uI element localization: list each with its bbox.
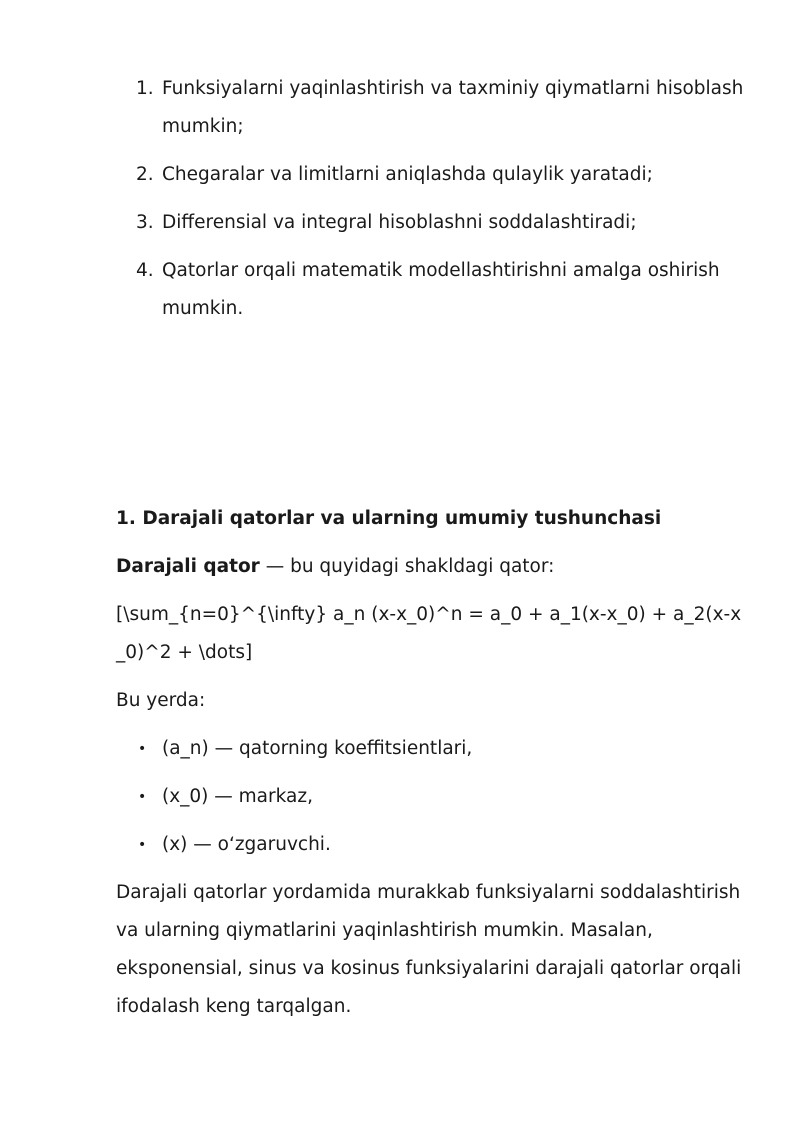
list-number: 4.	[136, 260, 154, 281]
bullet-item	[116, 778, 746, 816]
list-item	[116, 252, 746, 328]
bullet-icon: •	[138, 741, 147, 757]
list-item-text: Funksiyalarni yaqinlashtirish va taxminiy qiymatlarni hisoblash mumkin;	[162, 78, 744, 137]
bullet-icon: •	[138, 837, 147, 853]
list-number: 1.	[136, 78, 154, 99]
bullet-text: (a_n) — qatorning koeffitsientlari,	[162, 738, 473, 759]
formula-text: [\sum_{n=0}^{\infty} a_n (x-x_0)^n = a_0 + a_1(x-x_0) + a_2(x-x_0)^2 + \dots]	[116, 604, 742, 663]
list-item	[116, 156, 746, 194]
bullet-text: (x) — o‘zgaruvchi.	[162, 834, 331, 855]
bullet-icon: •	[138, 789, 147, 805]
list-number: 2.	[136, 164, 154, 185]
bullet-list	[116, 730, 746, 864]
list-item-text: Chegaralar va limitlarni aniqlashda qulaylik yaratadi;	[162, 164, 653, 185]
section-heading: 1. Darajali qatorlar va ularning umumiy tushunchasi	[116, 508, 662, 529]
list-item-text: Differensial va integral hisoblashni soddalashtiradi;	[162, 212, 637, 233]
definition-paragraph	[116, 548, 746, 586]
closing-paragraph: Darajali qatorlar yordamida murakkab funksiyalarni soddalashtirish va ularning qiymatlarini yaqinlashtirish mumkin. Masalan, eksponensial, sinus va kosinus funksiyalarini darajali qatorlar orqali ifodalash keng tarqalgan.	[116, 882, 742, 1017]
document-page	[116, 70, 746, 1036]
definition-text: — bu quyidagi shakldagi qator:	[259, 556, 555, 577]
intro-text: Bu yerda:	[116, 690, 206, 711]
vertical-spacer	[116, 338, 746, 500]
list-number: 3.	[136, 212, 154, 233]
list-item	[116, 70, 746, 146]
numbered-list	[116, 70, 746, 328]
list-item	[116, 204, 746, 242]
bullet-text: (x_0) — markaz,	[162, 786, 313, 807]
definition-term: Darajali qator	[116, 556, 260, 577]
list-item-text: Qatorlar orqali matematik modellashtirishni amalga oshirish mumkin.	[162, 260, 720, 319]
bullet-item	[116, 730, 746, 768]
bullet-item	[116, 826, 746, 864]
